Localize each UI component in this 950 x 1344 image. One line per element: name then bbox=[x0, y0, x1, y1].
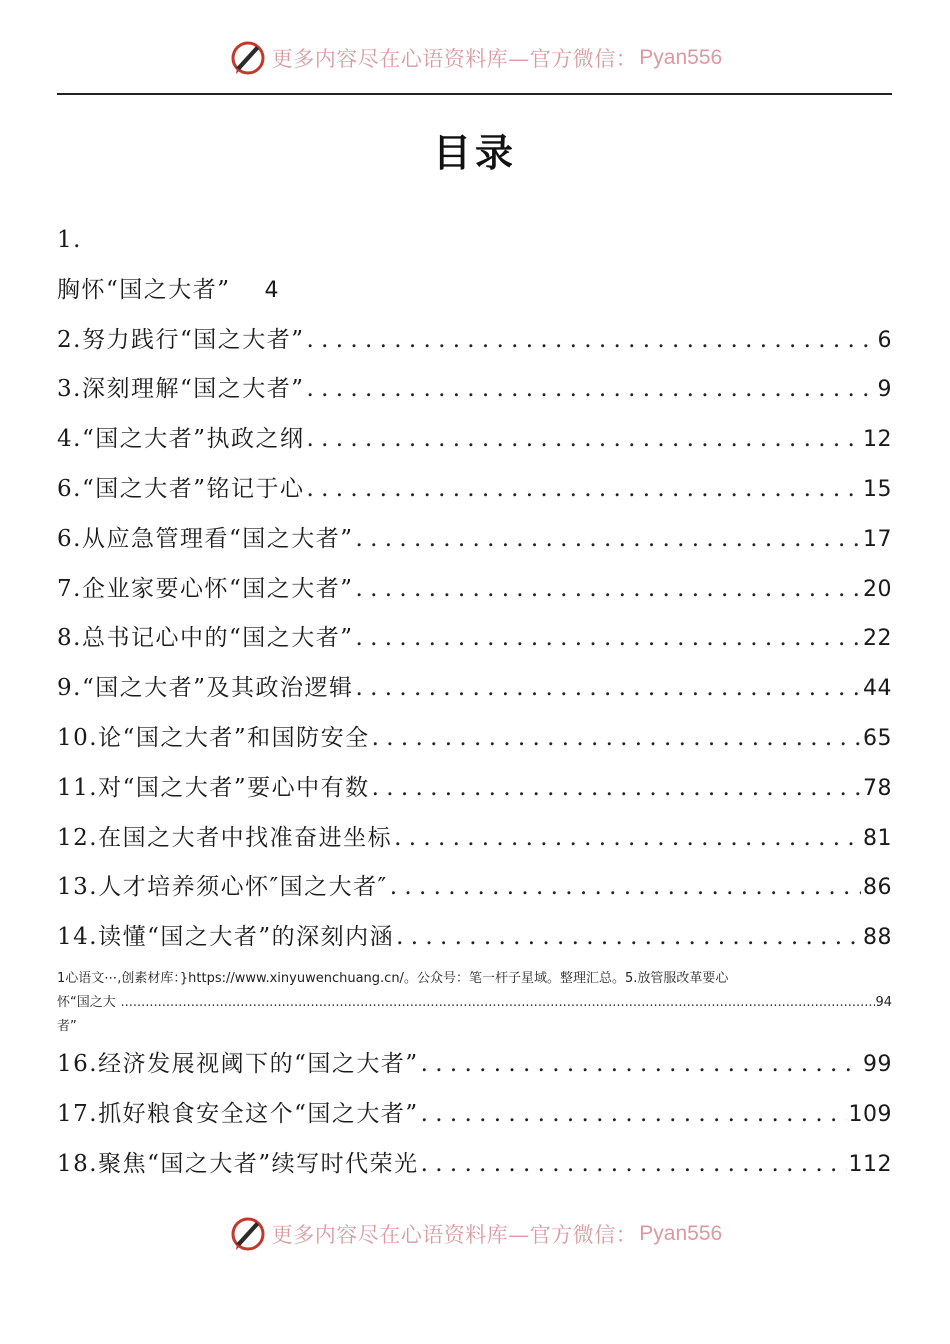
logo-icon bbox=[228, 1214, 268, 1254]
leader-dots bbox=[396, 913, 861, 963]
toc-label: 18.聚焦“国之大者”续写时代荣光 bbox=[57, 1150, 419, 1177]
source-note bbox=[57, 967, 892, 1039]
toc-label: 8.总书记心中的“国之大者” bbox=[57, 625, 354, 652]
leader-dots bbox=[355, 664, 861, 714]
banner-text: 更多内容尽在心语资料库—官方微信： bbox=[271, 47, 638, 71]
leader-dots bbox=[306, 365, 875, 415]
toc-label: 11.对“国之大者”要心中有数 bbox=[57, 774, 370, 801]
wechat-id: Pyan556 bbox=[639, 46, 723, 69]
toc-page: 94 bbox=[875, 994, 892, 1010]
toc-entry[interactable] bbox=[57, 415, 892, 465]
toc-page: 12 bbox=[863, 427, 892, 453]
toc-entry-number bbox=[57, 216, 892, 266]
banner-text: 更多内容尽在心语资料库—官方微信： bbox=[271, 1223, 638, 1247]
toc-label: 胸怀“国之大者” bbox=[57, 276, 231, 303]
toc-entry[interactable] bbox=[57, 365, 892, 415]
leader-dots bbox=[421, 1090, 847, 1140]
toc-page: 78 bbox=[863, 775, 892, 801]
toc-page: 9 bbox=[877, 377, 892, 403]
toc-label: 17.抓好粮食安全这个“国之大者” bbox=[57, 1100, 419, 1127]
toc-page: 20 bbox=[863, 576, 892, 602]
leader-dots bbox=[372, 714, 861, 764]
toc-page: 86 bbox=[863, 875, 892, 901]
toc-label: 4.“国之大者”执政之纲 bbox=[57, 426, 305, 453]
leader-dots bbox=[394, 814, 861, 864]
leader-dots bbox=[306, 415, 861, 465]
toc-entry[interactable] bbox=[57, 913, 892, 963]
leader-dots bbox=[120, 991, 875, 1015]
toc-entry[interactable] bbox=[57, 565, 892, 615]
toc-label: 7.企业家要心怀“国之大者” bbox=[57, 575, 354, 602]
toc-label: 6.“国之大者”铭记于心 bbox=[57, 475, 305, 502]
toc-entry[interactable] bbox=[57, 1090, 892, 1140]
leader-dots bbox=[355, 614, 861, 664]
toc-entry[interactable] bbox=[57, 764, 892, 814]
leader-dots bbox=[306, 465, 861, 515]
leader-dots bbox=[355, 565, 861, 615]
toc-label: 9.“国之大者”及其政治逻辑 bbox=[57, 675, 354, 702]
toc-page: 15 bbox=[863, 476, 892, 502]
leader-dots bbox=[421, 1040, 861, 1090]
toc-entry[interactable] bbox=[57, 266, 892, 316]
toc-label: 14.读懂“国之大者”的深刻内涵 bbox=[57, 924, 395, 951]
leader-dots bbox=[355, 515, 861, 565]
toc-page: 6 bbox=[877, 327, 892, 353]
toc-entry[interactable] bbox=[57, 515, 892, 565]
leader-dots bbox=[372, 764, 861, 814]
toc-entry[interactable] bbox=[57, 714, 892, 764]
toc-label: 2.努力践行“国之大者” bbox=[57, 326, 305, 353]
toc-label: 10.论“国之大者”和国防安全 bbox=[57, 724, 370, 751]
toc-page: 4 bbox=[264, 277, 280, 303]
source-note-line1: 1心语文⋯,创素材库：}https://www.xinyuwenchuang.cn/。公众号：笔一杆子星域。整理汇总。5.放管服改革要心 bbox=[57, 970, 729, 986]
header-rule bbox=[57, 93, 892, 95]
page-title: 目录 bbox=[432, 130, 517, 175]
toc-page: 109 bbox=[848, 1101, 892, 1127]
toc-page: 88 bbox=[863, 925, 892, 951]
toc-page: 99 bbox=[863, 1051, 892, 1077]
toc-entry[interactable] bbox=[57, 863, 892, 913]
toc-label: 12.在国之大者中找准奋进坐标 bbox=[57, 824, 393, 851]
leader-dots bbox=[421, 1140, 847, 1190]
toc-label: 3.深刻理解“国之大者” bbox=[57, 376, 305, 403]
toc-page: 112 bbox=[848, 1151, 892, 1177]
toc-label: 6.从应急管理看“国之大者” bbox=[57, 525, 354, 552]
toc-entry[interactable] bbox=[57, 614, 892, 664]
leader-dots bbox=[306, 316, 875, 366]
toc-entry[interactable] bbox=[57, 1040, 892, 1090]
header-banner bbox=[0, 36, 950, 80]
toc-entry[interactable] bbox=[57, 1140, 892, 1190]
toc-label: 16.经济发展视阈下的“国之大者” bbox=[57, 1050, 419, 1077]
toc-page: 44 bbox=[863, 676, 892, 702]
toc-label: 13.人才培养须心怀″国之大者″ bbox=[57, 874, 388, 901]
toc-page: 17 bbox=[863, 526, 892, 552]
toc-page: 81 bbox=[863, 825, 892, 851]
footer-banner bbox=[0, 1212, 950, 1256]
logo-icon bbox=[228, 38, 268, 78]
toc-page: 65 bbox=[863, 725, 892, 751]
toc-entry[interactable] bbox=[57, 316, 892, 366]
toc-entry[interactable] bbox=[57, 465, 892, 515]
source-note-line2: 怀“国之大者” bbox=[57, 994, 116, 1034]
leader-dots bbox=[390, 863, 861, 913]
toc-entry[interactable] bbox=[57, 664, 892, 714]
table-of-contents bbox=[57, 216, 892, 1189]
toc-number: 1. bbox=[57, 227, 82, 253]
wechat-id: Pyan556 bbox=[639, 1222, 723, 1245]
toc-entry[interactable] bbox=[57, 814, 892, 864]
toc-page: 22 bbox=[863, 626, 892, 652]
